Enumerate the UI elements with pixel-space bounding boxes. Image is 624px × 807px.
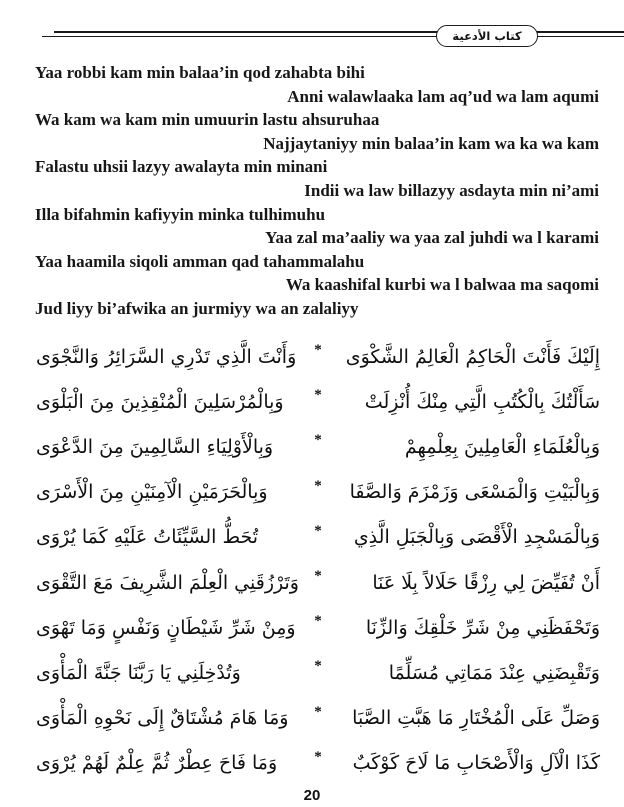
page-header xyxy=(0,28,624,53)
page-number: 20 xyxy=(303,787,321,804)
hemistich-first: وَتَقْبِضَنِي عِنْدَ مَمَاتِي مُسَلِّمًا xyxy=(388,661,600,684)
hemistich-second: وَتَرْزُقَنِي الْعِلْمَ الشَّرِيفَ مَعَ التَّقْوَى xyxy=(36,571,299,594)
translit-line: Najjaytaniyy min balaa’in kam wa ka wa kam xyxy=(263,133,599,153)
verse-row xyxy=(36,560,600,605)
verse-separator: * xyxy=(314,522,322,539)
hemistich-second: وَبِالْأَوْلِيَاءِ السَّالِمِينَ مِنَ الدَّعْوَى xyxy=(36,435,274,458)
translit-line: Yaa zal ma’aaliy wa yaa zal juhdi wa l karami xyxy=(265,228,599,248)
translit-line: Indii wa law billazyy asdayta min ni’ami xyxy=(304,180,599,200)
verse-separator: * xyxy=(314,658,322,675)
hemistich-first: أَنْ تُفَيِّضَ لِي رِزْقًا حَلَالاً بِلَا عَنَا xyxy=(372,571,600,594)
verse-row xyxy=(36,605,600,650)
hemistich-first: وَبِالْعُلَمَاءِ الْعَامِلِينَ بِعِلْمِهِمْ xyxy=(404,435,600,458)
verse-separator: * xyxy=(314,613,322,630)
verse-row xyxy=(36,741,600,786)
hemistich-first: وَبِالْبَيْتِ وَالْمَسْعَى وَزَمْزَمَ وَالصَّفَا xyxy=(349,481,600,504)
transliteration-block xyxy=(35,61,599,321)
translit-line: Wa kam wa kam min umuurin lastu ahsuruhaa xyxy=(35,110,380,130)
verse-row xyxy=(36,379,600,424)
verse-separator: * xyxy=(314,432,322,449)
header-rule xyxy=(54,31,624,37)
hemistich-second: وَبِالْمُرْسَلِينَ الْمُنْقِذِينَ مِنَ الْبَلْوَى xyxy=(36,390,284,413)
verse-row xyxy=(36,696,600,741)
hemistich-first: سَأَلْتُكَ بِالْكُتُبِ الَّتِي مِنْكَ أُنْزِلَتْ xyxy=(364,390,600,413)
verse-row xyxy=(36,424,600,469)
verse-separator: * xyxy=(314,748,322,765)
header-rule-tail xyxy=(42,36,56,37)
verse-row xyxy=(36,515,600,560)
hemistich-first: وَبِالْمَسْجِدِ الْأَقْصَى وَبِالْجَبَلِ الَّذِي xyxy=(353,526,600,549)
chapter-cartouche xyxy=(436,25,538,47)
translit-line: Yaa haamila siqoli amman qad tahammalahu xyxy=(35,251,365,271)
verse-row xyxy=(36,470,600,515)
verse-separator: * xyxy=(314,342,322,359)
chapter-title: كتاب الأدعية xyxy=(452,28,522,43)
hemistich-second: وَبِالْحَرَمَيْنِ الْآمِنَيْنِ مِنَ الْأَسْرَى xyxy=(36,481,268,504)
translit-line: Jud liyy bi’afwika an jurmiyy wa an zalaliyy xyxy=(35,298,359,318)
hemistich-second: وَمَا هَامَ مُشْتَاقٌ إِلَى نَحْوِهِ الْمَأْوَى xyxy=(36,707,289,730)
arabic-poem xyxy=(36,334,600,786)
translit-line: Yaa robbi kam min balaa’in qod zahabta bihi xyxy=(35,63,365,82)
hemistich-first: كَذَا الْآلِ وَالْأَصْحَابِ مَا لَاحَ كَوْكَبٌ xyxy=(352,752,600,775)
verse-separator: * xyxy=(314,568,322,585)
verse-row xyxy=(36,334,600,379)
hemistich-second: وَمَا فَاحَ عِطْرٌ ثُمَّ عِلْمٌ لَهُمْ يُرْوَى xyxy=(36,752,278,775)
hemistich-second: وَتُدْخِلَنِي يَا رَبَّنَا جَنَّةَ الْمَأْوَى xyxy=(36,661,241,684)
verse-separator: * xyxy=(314,387,322,404)
translit-line: Wa kaashifal kurbi wa l balwaa ma saqomi xyxy=(285,275,599,295)
translit-line: Anni walawlaaka lam aq’ud wa lam aqumi xyxy=(287,86,599,106)
hemistich-first: وَتَحْفَظَنِي مِنْ شَرِّ خَلْقِكَ وَالزِّنَا xyxy=(365,616,600,639)
hemistich-second: وَأَنْتَ الَّذِي تَدْرِي السَّرَائِرُ وَالنَّجْوَى xyxy=(36,345,297,368)
verse-row xyxy=(36,650,600,695)
translit-line: Falastu uhsii lazyy awalayta min minani xyxy=(35,157,328,177)
hemistich-second: وَمِنْ شَرِّ شَيْطَانٍ وَنَفْسٍ وَمَا تَهْوَى xyxy=(36,616,296,639)
hemistich-first: إِلَيْكَ فَأَنْتَ الْحَاكِمُ الْعَالِمُ الشَّكْوَى xyxy=(345,345,600,368)
verse-separator: * xyxy=(314,703,322,720)
verse-separator: * xyxy=(314,477,322,494)
hemistich-second: تُحَطُّ السَّيِّئَاتُ عَلَيْهِ كَمَا يُرْوَى xyxy=(36,526,259,549)
hemistich-first: وَصَلِّ عَلَى الْمُخْتَارِ مَا هَبَّتِ الصَّبَا xyxy=(352,707,600,730)
translit-line: Illa bifahmin kafiyyin minka tulhimuhu xyxy=(35,204,326,224)
